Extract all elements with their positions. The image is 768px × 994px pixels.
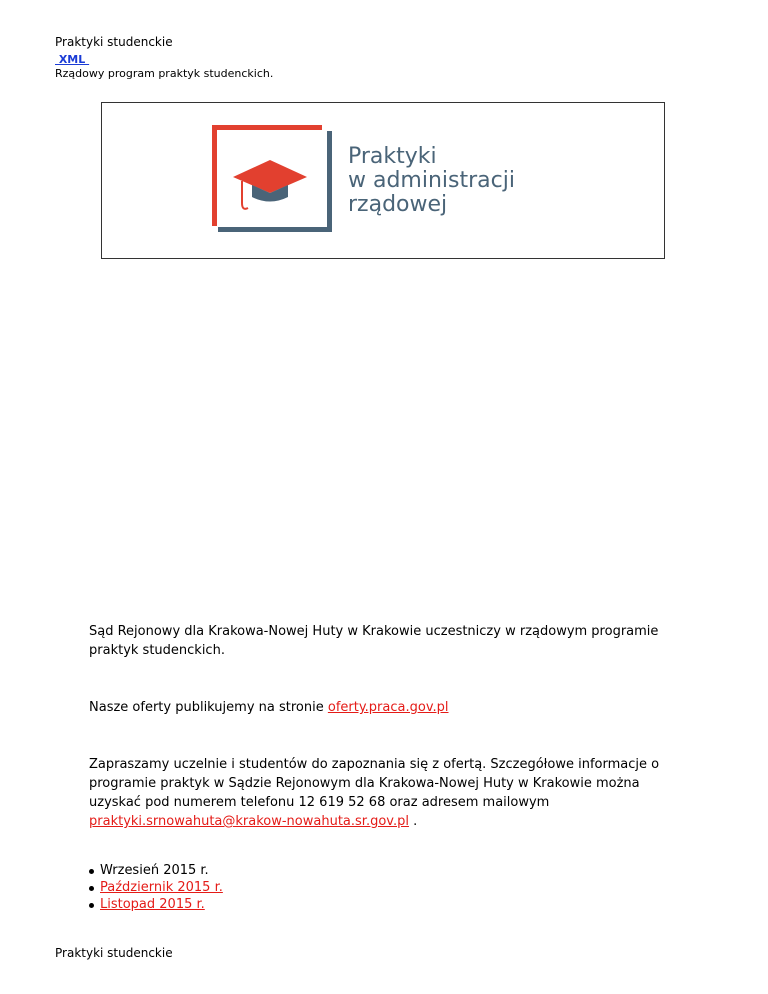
list-item	[89, 896, 223, 913]
logo-line: Praktyki	[348, 144, 437, 169]
month-label: Wrzesień 2015 r.	[100, 863, 209, 878]
bullet-icon	[89, 886, 94, 891]
month-link[interactable]: Październik 2015 r.	[100, 880, 223, 895]
contact-suffix: .	[408, 814, 418, 829]
offers-paragraph	[89, 698, 679, 717]
logo-line: w administracji	[348, 168, 515, 193]
logo-line: rządowej	[348, 192, 448, 217]
xml-link[interactable]: XML	[55, 53, 90, 66]
list-item	[89, 862, 223, 879]
logo-text	[348, 145, 515, 217]
program-banner	[101, 102, 665, 259]
month-link[interactable]: Listopad 2015 r.	[100, 897, 205, 912]
page-title: Praktyki studenckie	[55, 35, 173, 49]
list-item	[89, 879, 223, 896]
footer-title: Praktyki studenckie	[55, 946, 173, 960]
page-description: Rządowy program praktyk studenckich.	[55, 67, 274, 80]
contact-paragraph	[89, 755, 679, 831]
offers-link[interactable]: oferty.praca.gov.pl	[327, 700, 449, 715]
contact-text: Zapraszamy uczelnie i studentów do zapoznania się z ofertą. Szczegółowe informacje o programie praktyk w Sądzie Rejonowym dla Krakowa-Nowej Huty w Krakowie można uzyskać pod numerem telefonu 12 619 52 68 oraz adresem mailowym	[89, 757, 660, 810]
bullet-icon	[89, 903, 94, 908]
bullet-icon	[89, 869, 94, 874]
months-list	[89, 862, 223, 913]
offers-text: Nasze oferty publikujemy na stronie	[89, 700, 328, 715]
email-link[interactable]: praktyki.srnowahuta@krakow-nowahuta.sr.gov.pl	[89, 814, 409, 829]
graduation-cap-icon	[233, 160, 307, 193]
intro-paragraph: Sąd Rejonowy dla Krakowa-Nowej Huty w Krakowie uczestniczy w rządowym programie praktyk studenckich.	[89, 624, 659, 658]
